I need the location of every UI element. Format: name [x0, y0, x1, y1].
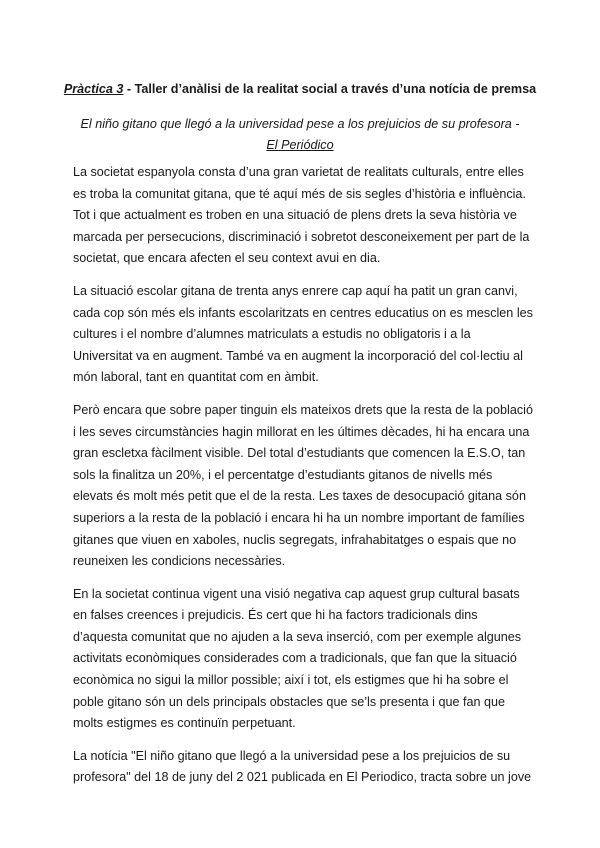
paragraph-1: La societat espanyola consta d’una gran varietat de realitats culturals, entre elles es troba la comunitat gitana, que té aquí més de sis segles d’història e influència. Tot i que actualment es troben en una situació de plens drets la seva història ve marcada per persecucions, discriminació i sobretot desconeixement per part de la societat, que encara afecten el seu context avui en dia. — [73, 165, 530, 266]
article-reference — [80, 114, 520, 156]
paragraph-2: La situació escolar gitana de trenta anys enrere cap aquí ha patit un gran canvi, cada cop són més els infants escolaritzats en centres educatius on es mesclen les cultures i el nombre d’alumnes matriculats a estudis no obligatoris i a la Universitat va en augment. També va en augment la incorporació del col·lectiu al món laboral, tant en quantitat com en àmbit. — [73, 283, 533, 385]
paragraph-4: En la societat continua vigent una visió negativa cap aquest grup cultural basats en falses creences i prejudicis. És cert que hi ha factors tradicionals dins d’aquesta comunitat que no ajuden a la seva inserció, com per exemple algunes activitats econòmiques considerades com a tradicionals, que fan que la situació econòmica no sigui la millor possible; així i tot, els estigmes que hi ha sobre el poble gitano són un dels principals obstacles que se’ls presenta i que fan que molts estigmes es continuïn perpetuant. — [73, 586, 522, 731]
paragraph-3: Però encara que sobre paper tinguin els mateixos drets que la resta de la població i les seves circumstàncies hagin millorat en les últimes dècades, hi ha encara una gran escletxa fàcilment visible. Del total d’estudiants que comencen la E.S.O, tan sols la finalitza un 20%, i el percentatge d’estudiants gitanos de nivells més elevats és molt més petit que el de la resta. Les taxes de desocupació gitana són superiors a la resta de la població i encara hi ha un nombre important de famílies gitanes que viuen en xaboles, nuclis segregats, infrahabitatges o espais que no reuneixen les condicions necessàries. — [73, 402, 533, 569]
article-headline: El niño gitano que llegó a la universidad pese a los prejuicios de su profesora — [80, 117, 512, 131]
document-body — [73, 162, 533, 800]
paragraph-5: La notícia "El niño gitano que llegó a la universidad pese a los prejuicios de su profesora" del 18 de juny del 2 021 publicada en El Periodico, tracta sobre un jove — [73, 748, 532, 785]
title-text: Taller d’anàlisi de la realitat social a través d’una notícia de premsa — [134, 82, 537, 96]
article-source: El Periódico — [266, 138, 334, 152]
title-separator: - — [123, 82, 135, 96]
document-title — [62, 80, 538, 98]
practice-label: Pràctica 3 — [63, 82, 124, 96]
reference-separator: - — [511, 117, 520, 131]
